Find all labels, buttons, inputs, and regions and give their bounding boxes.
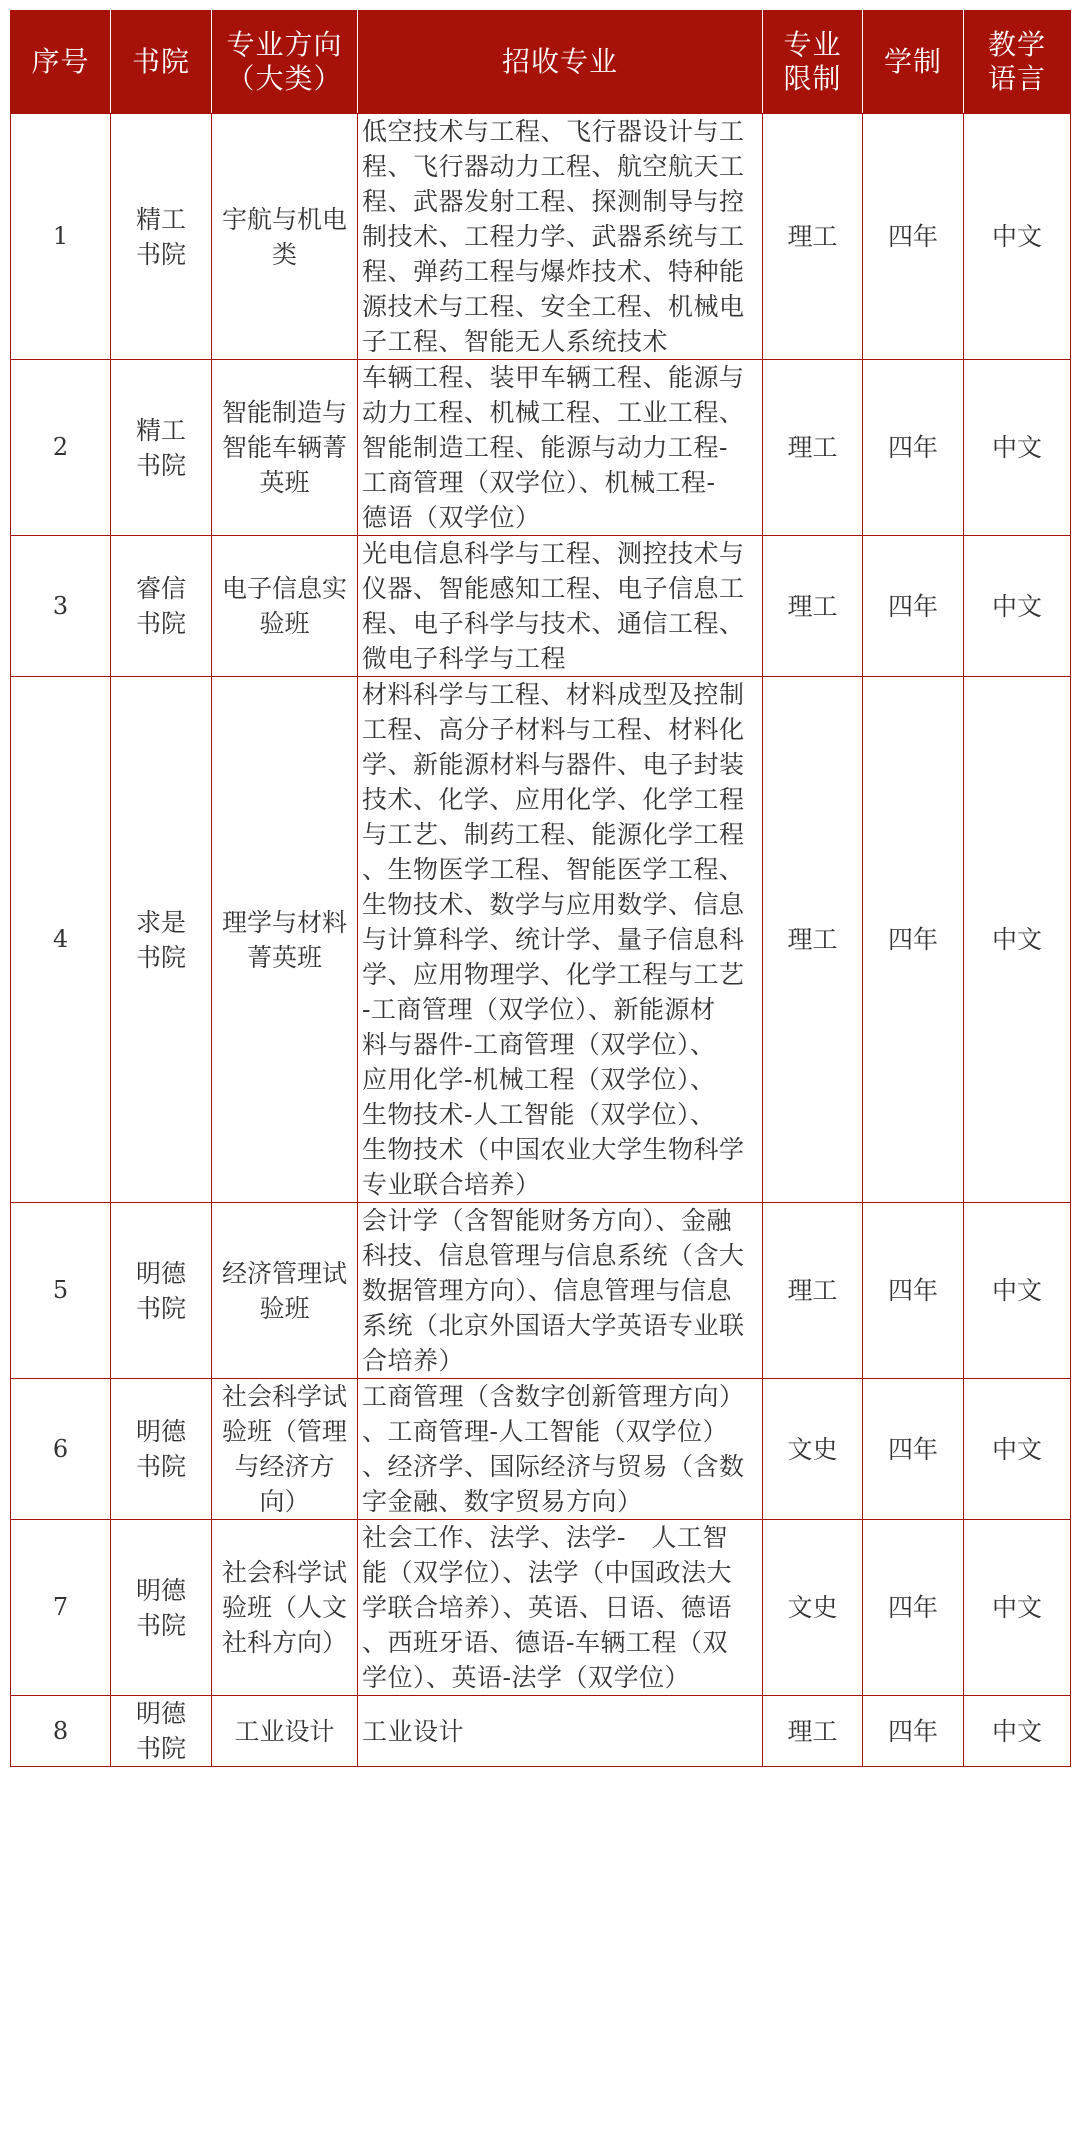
cell-majors <box>358 360 763 536</box>
cell-line: 生物技术（中国农业大学生物科学 <box>362 1135 745 1164</box>
cell-line: 学、新能源材料与器件、电子封装 <box>362 750 745 779</box>
table-row <box>11 1203 1071 1379</box>
cell-line: 菁英班 <box>246 942 322 972</box>
cell-line: 、西班牙语、德语-车辆工程（双 <box>362 1628 728 1657</box>
table-row <box>11 677 1071 1203</box>
cell-index: 4 <box>11 677 111 1203</box>
cell-line: 精工 <box>135 415 186 445</box>
cell-line: 材料科学与工程、材料成型及控制 <box>362 680 745 709</box>
cell-language: 中文 <box>964 114 1071 360</box>
cell-line: 向） <box>259 1487 310 1516</box>
cell-index: 2 <box>11 360 111 536</box>
cell-line: -工商管理（双学位）、新能源材 <box>362 995 716 1024</box>
cell-restriction: 文史 <box>763 1520 863 1696</box>
cell-line: 专业联合培养） <box>362 1170 541 1199</box>
cell-line: 社会科学试 <box>221 1558 347 1587</box>
cell-direction <box>212 1696 358 1767</box>
cell-line: 智能制造与 <box>221 398 347 427</box>
table-row <box>11 1696 1071 1767</box>
cell-line: 制技术、工程力学、武器系统与工 <box>362 222 745 251</box>
table-row <box>11 536 1071 677</box>
header-duration: 学制 <box>863 11 964 114</box>
cell-line: 验班 <box>259 609 310 638</box>
cell-line: 社会科学试 <box>221 1382 347 1411</box>
cell-index: 1 <box>11 114 111 360</box>
cell-language: 中文 <box>964 536 1071 677</box>
cell-line: 验班（管理 <box>221 1417 347 1446</box>
cell-index: 5 <box>11 1203 111 1379</box>
header-college: 书院 <box>111 11 212 114</box>
cell-line: 车辆工程、装甲车辆工程、能源与 <box>362 363 745 392</box>
cell-line: 源技术与工程、安全工程、机械电 <box>362 292 745 321</box>
table-row <box>11 114 1071 360</box>
header-index: 序号 <box>11 11 111 114</box>
cell-college <box>111 536 212 677</box>
cell-college <box>111 677 212 1203</box>
cell-duration: 四年 <box>863 114 964 360</box>
cell-line: 、工商管理-人工智能（双学位） <box>362 1417 728 1446</box>
cell-line: 、生物医学工程、智能医学工程、 <box>362 855 745 884</box>
cell-line: 工商管理（含数字创新管理方向） <box>362 1382 745 1411</box>
header-language: 教学 语言 <box>964 11 1071 114</box>
cell-restriction: 理工 <box>763 536 863 677</box>
cell-line: 程、电子科学与技术、通信工程、 <box>362 609 745 638</box>
header-restriction: 专业 限制 <box>763 11 863 114</box>
cell-line: 料与器件-工商管理（双学位）、 <box>362 1030 716 1059</box>
cell-line: 类 <box>271 239 297 269</box>
admissions-table <box>10 10 1071 1767</box>
cell-duration: 四年 <box>863 1379 964 1520</box>
cell-language: 中文 <box>964 1379 1071 1520</box>
cell-line: 宇航与机电 <box>221 204 347 234</box>
cell-line: 书院 <box>135 1734 186 1763</box>
cell-majors <box>358 1696 763 1767</box>
table-row <box>11 1379 1071 1520</box>
cell-line: 程、武器发射工程、探测制导与控 <box>362 187 745 216</box>
cell-line: 学、应用物理学、化学工程与工艺 <box>362 960 745 989</box>
cell-line: 明德 <box>135 1258 186 1288</box>
cell-line: 学联合培养）、英语、日语、德语 <box>362 1593 733 1622</box>
cell-restriction: 理工 <box>763 114 863 360</box>
cell-line: 求是 <box>135 907 186 937</box>
cell-language: 中文 <box>964 1203 1071 1379</box>
cell-line: 科技、信息管理与信息系统（含大 <box>362 1241 745 1270</box>
cell-line: 德语（双学位） <box>362 503 541 532</box>
cell-majors <box>358 1379 763 1520</box>
cell-line: 子工程、智能无人系统技术 <box>362 327 669 356</box>
cell-direction <box>212 114 358 360</box>
cell-line: 理学与材料 <box>221 907 347 937</box>
cell-line: 能（双学位）、法学（中国政法大 <box>362 1558 733 1587</box>
cell-duration: 四年 <box>863 536 964 677</box>
table-row <box>11 1520 1071 1696</box>
cell-restriction: 文史 <box>763 1379 863 1520</box>
cell-majors <box>358 114 763 360</box>
cell-line: 电子信息实 <box>221 574 347 603</box>
cell-line: 智能制造工程、能源与动力工程- <box>362 433 728 462</box>
cell-index: 8 <box>11 1696 111 1767</box>
cell-direction <box>212 360 358 536</box>
cell-language: 中文 <box>964 1696 1071 1767</box>
cell-line: 工业设计 <box>234 1716 335 1746</box>
cell-line: 验班（人文 <box>221 1593 347 1622</box>
cell-line: 与工艺、制药工程、能源化学工程 <box>362 820 745 849</box>
cell-line: 书院 <box>135 450 186 480</box>
cell-college <box>111 1379 212 1520</box>
cell-duration: 四年 <box>863 360 964 536</box>
cell-direction <box>212 1203 358 1379</box>
cell-line: 低空技术与工程、飞行器设计与工 <box>362 117 745 146</box>
cell-line: 学位）、英语-法学（双学位） <box>362 1663 690 1692</box>
table-row <box>11 360 1071 536</box>
cell-line: 与经济方 <box>234 1452 335 1481</box>
cell-language: 中文 <box>964 677 1071 1203</box>
cell-college <box>111 360 212 536</box>
cell-line: 数据管理方向）、信息管理与信息 <box>362 1276 733 1305</box>
cell-language: 中文 <box>964 360 1071 536</box>
cell-majors <box>358 1203 763 1379</box>
cell-duration: 四年 <box>863 677 964 1203</box>
cell-direction <box>212 1520 358 1696</box>
cell-direction <box>212 677 358 1203</box>
cell-restriction: 理工 <box>763 677 863 1203</box>
cell-line: 与计算科学、统计学、量子信息科 <box>362 925 745 954</box>
cell-language: 中文 <box>964 1520 1071 1696</box>
cell-restriction: 理工 <box>763 360 863 536</box>
cell-index: 3 <box>11 536 111 677</box>
table-body <box>11 114 1071 1767</box>
cell-college <box>111 114 212 360</box>
cell-line: 经济管理试 <box>221 1258 347 1288</box>
cell-line: 书院 <box>135 1293 186 1323</box>
cell-line: 应用化学-机械工程（双学位）、 <box>362 1065 716 1094</box>
header-direction: 专业方向 （大类） <box>212 11 358 114</box>
cell-line: 技术、化学、应用化学、化学工程 <box>362 785 745 814</box>
cell-line: 字金融、数字贸易方向） <box>362 1487 643 1516</box>
cell-index: 6 <box>11 1379 111 1520</box>
cell-duration: 四年 <box>863 1203 964 1379</box>
cell-line: 明德 <box>135 1699 186 1728</box>
cell-line: 社会工作、法学、法学- 人工智 <box>362 1523 728 1552</box>
cell-line: 验班 <box>259 1293 310 1323</box>
cell-line: 明德 <box>135 1575 186 1605</box>
table-header <box>11 11 1071 114</box>
cell-line: 光电信息科学与工程、测控技术与 <box>362 539 745 568</box>
cell-line: 合培养） <box>362 1346 465 1375</box>
header-majors: 招收专业 <box>358 11 763 114</box>
cell-line: 智能车辆菁 <box>221 433 347 462</box>
cell-restriction: 理工 <box>763 1696 863 1767</box>
cell-line: 书院 <box>135 942 186 972</box>
cell-line: 明德 <box>135 1417 186 1446</box>
cell-index: 7 <box>11 1520 111 1696</box>
cell-line: 生物技术-人工智能（双学位）、 <box>362 1100 716 1129</box>
cell-line: 、经济学、国际经济与贸易（含数 <box>362 1452 745 1481</box>
cell-majors <box>358 677 763 1203</box>
cell-line: 生物技术、数学与应用数学、信息 <box>362 890 745 919</box>
cell-line: 书院 <box>135 239 186 269</box>
cell-line: 动力工程、机械工程、工业工程、 <box>362 398 745 427</box>
cell-direction <box>212 1379 358 1520</box>
cell-line: 精工 <box>135 204 186 234</box>
cell-college <box>111 1520 212 1696</box>
cell-line: 书院 <box>135 1452 186 1481</box>
cell-college <box>111 1203 212 1379</box>
cell-duration: 四年 <box>863 1696 964 1767</box>
cell-duration: 四年 <box>863 1520 964 1696</box>
cell-college <box>111 1696 212 1767</box>
cell-majors <box>358 536 763 677</box>
cell-restriction: 理工 <box>763 1203 863 1379</box>
cell-line: 仪器、智能感知工程、电子信息工 <box>362 574 745 603</box>
cell-line: 程、飞行器动力工程、航空航天工 <box>362 152 745 181</box>
cell-line: 睿信 <box>135 574 186 603</box>
cell-line: 工商管理（双学位）、机械工程- <box>362 468 716 497</box>
cell-line: 微电子科学与工程 <box>362 644 567 673</box>
cell-line: 程、弹药工程与爆炸技术、特种能 <box>362 257 745 286</box>
cell-line: 工程、高分子材料与工程、材料化 <box>362 715 745 744</box>
cell-direction <box>212 536 358 677</box>
cell-line: 英班 <box>259 468 310 497</box>
cell-line: 社科方向） <box>221 1628 347 1657</box>
cell-line: 书院 <box>135 609 186 638</box>
cell-line: 工业设计 <box>362 1716 465 1746</box>
cell-line: 系统（北京外国语大学英语专业联 <box>362 1311 745 1340</box>
cell-line: 会计学（含智能财务方向）、金融 <box>362 1206 733 1235</box>
cell-majors <box>358 1520 763 1696</box>
cell-line: 书院 <box>135 1610 186 1640</box>
